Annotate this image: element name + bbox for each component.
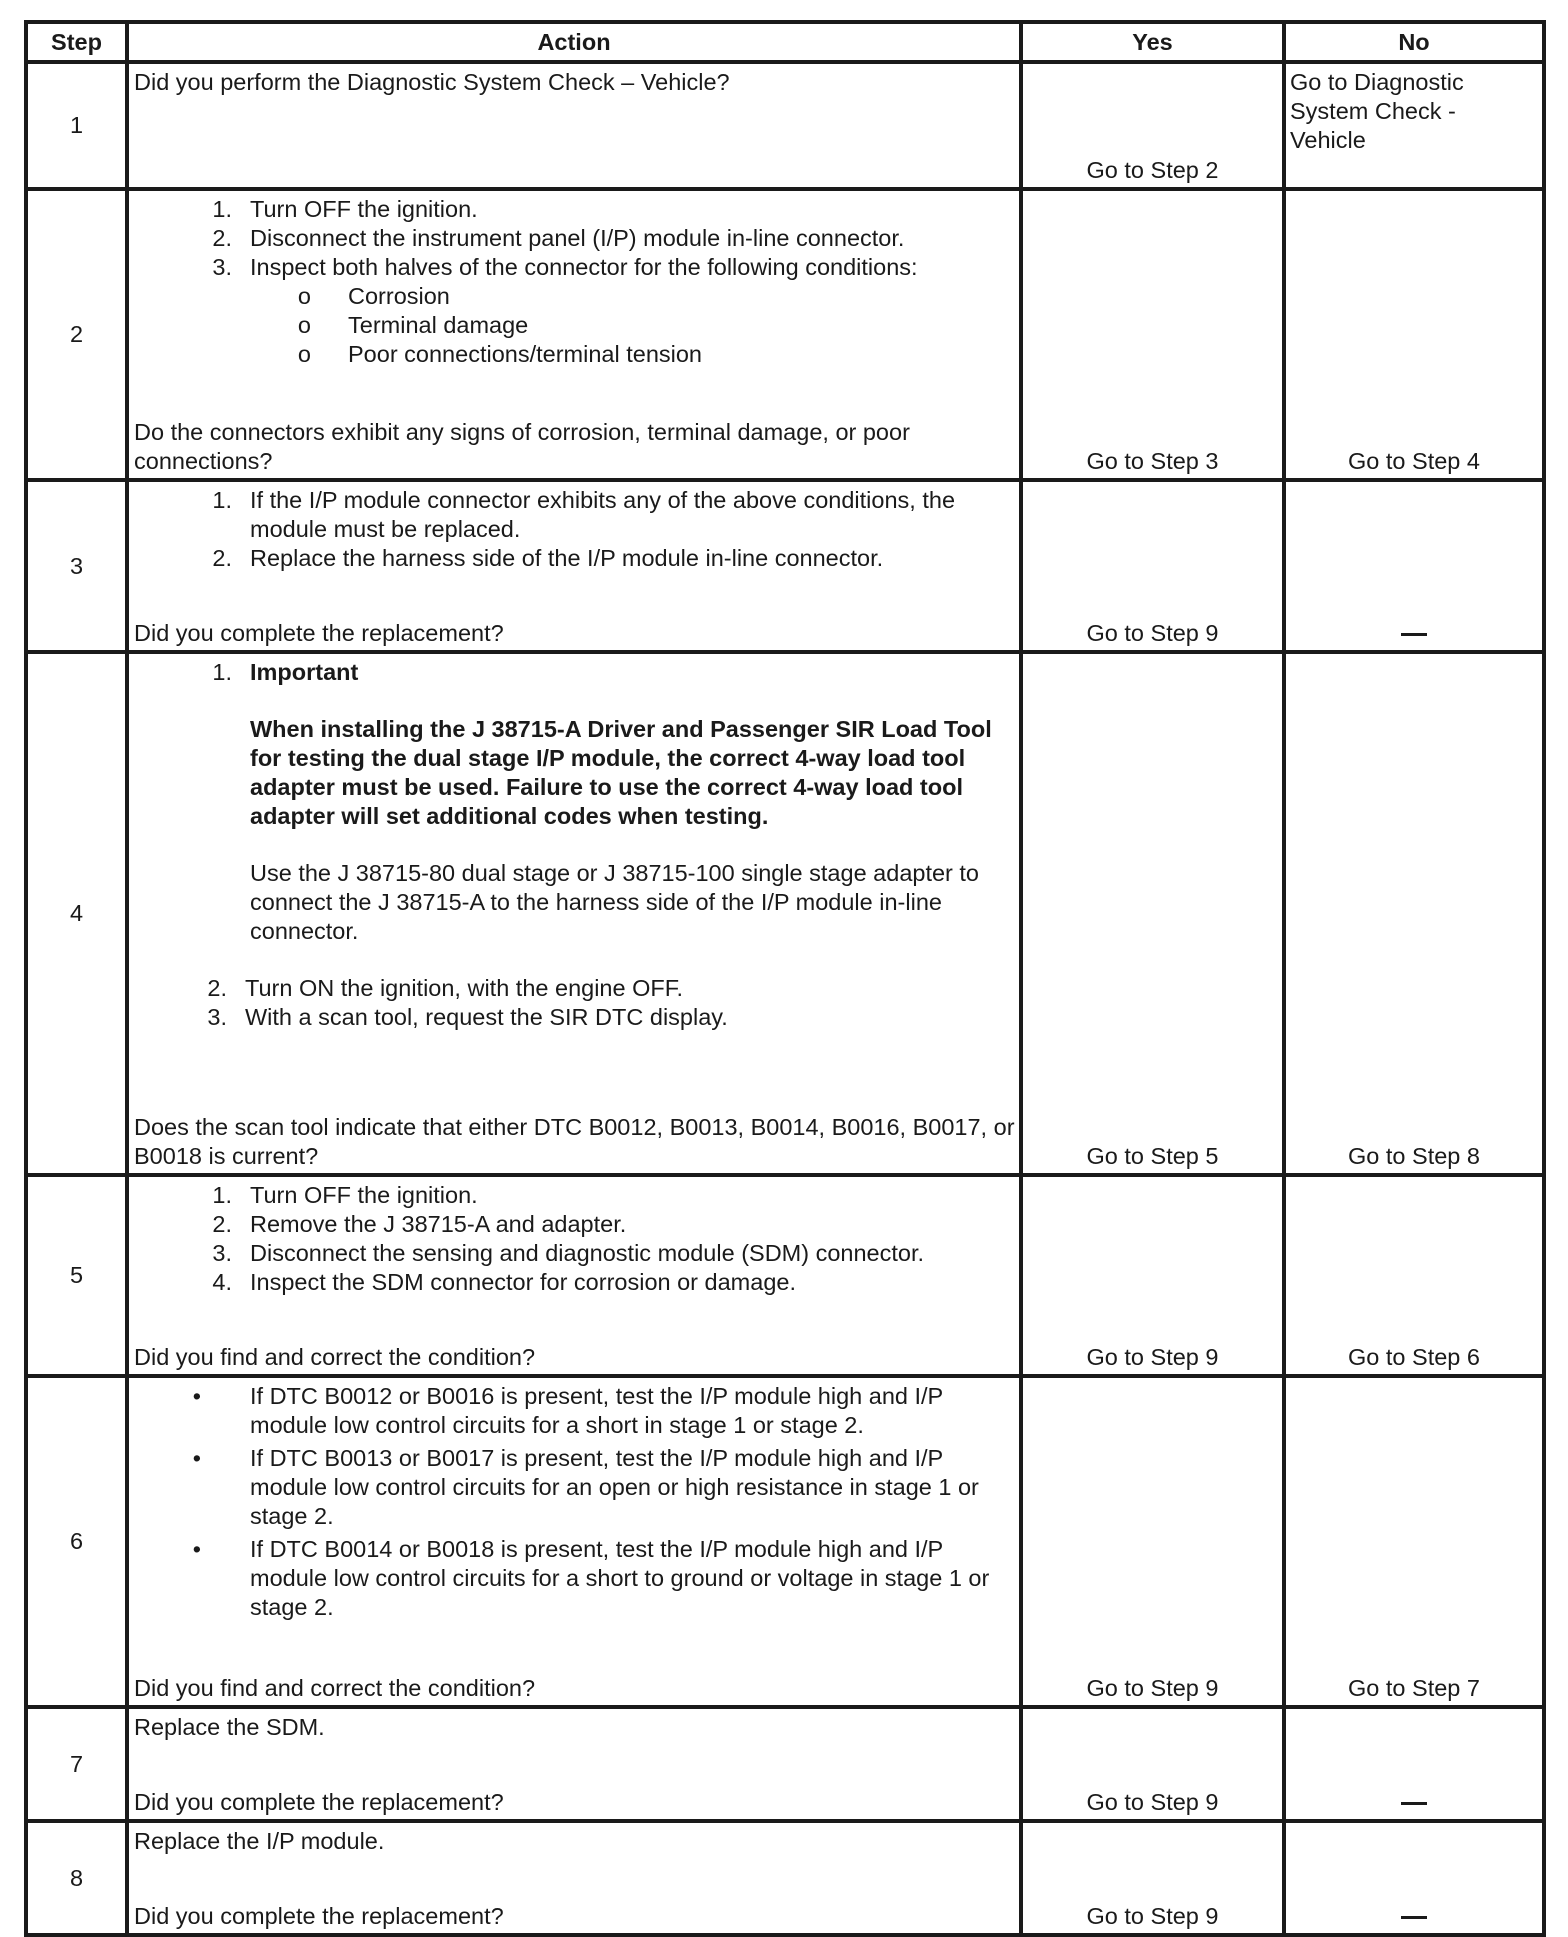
table-row [26, 62, 1544, 189]
table-row [26, 652, 1544, 1175]
action-cell [127, 62, 1021, 189]
yes-cell [1021, 1821, 1284, 1935]
yes-link[interactable]: Go to Step 2 [1086, 157, 1219, 183]
action-question: Did you complete the replacement? [134, 620, 504, 646]
sub-marker: o [297, 283, 311, 309]
table-row [26, 1821, 1544, 1935]
item-number: 3. [212, 254, 232, 280]
sub-marker: o [297, 341, 311, 367]
no-value [1290, 619, 1538, 648]
important-text: When installing the J 38715-A Driver and Passenger SIR Load Tool for testing the dual stage I/P module, the correct 4-way load tool adapter must be used. Failure to use the correct 4-way load tool adapter will set additional codes when testing. [250, 716, 992, 829]
no-link[interactable]: Go to Step 4 [1348, 448, 1480, 474]
action-question: Did you perform the Diagnostic System Check – Vehicle? [134, 69, 730, 95]
yes-cell [1021, 1376, 1284, 1707]
item-text: Disconnect the instrument panel (I/P) module in-line connector. [250, 225, 905, 251]
list-item [134, 1181, 1015, 1210]
action-cell [127, 1376, 1021, 1707]
list-item [134, 253, 1015, 282]
sub-item [134, 311, 1015, 340]
sub-item [134, 340, 1015, 369]
item-number: 4. [212, 1269, 232, 1295]
sub-marker: o [297, 312, 311, 338]
action-cell [127, 189, 1021, 480]
action-cell [127, 480, 1021, 652]
no-cell [1284, 1707, 1544, 1821]
table-row [26, 1707, 1544, 1821]
no-link[interactable]: Go to Step 7 [1348, 1675, 1480, 1701]
action-cell [127, 1821, 1021, 1935]
header-step: Step [26, 22, 127, 62]
item-number: 1. [212, 196, 232, 222]
item-number: 1. [212, 1182, 232, 1208]
item-number: 3. [207, 1004, 227, 1030]
item-text: Inspect both halves of the connector for the following conditions: [250, 254, 918, 280]
action-cell [127, 652, 1021, 1175]
yes-link[interactable]: Go to Step 9 [1086, 1675, 1219, 1701]
no-link[interactable]: Go to Step 6 [1348, 1344, 1480, 1370]
no-cell [1284, 189, 1544, 480]
list-item [134, 486, 1015, 544]
item-text: With a scan tool, request the SIR DTC display. [245, 1004, 728, 1030]
dash-mark [1401, 1916, 1427, 1919]
action-question: Did you complete the replacement? [134, 1903, 504, 1929]
table-row [26, 189, 1544, 480]
item-text: Turn OFF the ignition. [250, 1182, 478, 1208]
list-item [134, 1535, 1015, 1622]
item-number: 1. [212, 487, 232, 513]
yes-link[interactable]: Go to Step 9 [1086, 1344, 1219, 1370]
action-question: Does the scan tool indicate that either DTC B0012, B0013, B0014, B0016, B0017, or B0018 is current? [134, 1114, 1015, 1169]
header-yes: Yes [1021, 22, 1284, 62]
item-text: Turn ON the ignition, with the engine OFF. [245, 975, 684, 1001]
no-link[interactable]: Go to Step 8 [1348, 1143, 1480, 1169]
action-question: Did you find and correct the condition? [134, 1675, 536, 1701]
action-question: Did you complete the replacement? [134, 1789, 504, 1815]
no-cell [1284, 1821, 1544, 1935]
no-cell [1284, 1175, 1544, 1376]
yes-cell [1021, 62, 1284, 189]
bullet-marker: • [192, 1383, 201, 1409]
step-number: 2 [26, 189, 127, 480]
action-text: Replace the I/P module. [134, 1828, 385, 1854]
no-cell [1284, 1376, 1544, 1707]
list-item [134, 1444, 1015, 1531]
action-question: Did you find and correct the condition? [134, 1344, 536, 1370]
yes-link[interactable]: Go to Step 3 [1086, 448, 1219, 474]
item-text: If DTC B0013 or B0017 is present, test the I/P module high and I/P module low control circuits for an open or high resistance in stage 1 or stage 2. [250, 1445, 979, 1529]
list-item [134, 1268, 1015, 1297]
yes-cell [1021, 189, 1284, 480]
header-no: No [1284, 22, 1544, 62]
sub-item-text: Corrosion [348, 283, 450, 309]
no-value [1290, 1788, 1538, 1817]
list-item [134, 195, 1015, 224]
step-number: 4 [26, 652, 127, 1175]
sub-item-text: Terminal damage [348, 312, 529, 338]
diagnostic-table [24, 20, 1546, 1937]
step-number: 1 [26, 62, 127, 189]
yes-link[interactable]: Go to Step 9 [1086, 1789, 1219, 1815]
list-item [134, 544, 1015, 573]
item-number: 2. [212, 225, 232, 251]
step-number: 8 [26, 1821, 127, 1935]
no-cell [1284, 480, 1544, 652]
sub-item-text: Poor connections/terminal tension [348, 341, 703, 367]
table-row [26, 480, 1544, 652]
dash-mark [1401, 1802, 1427, 1805]
no-cell [1284, 62, 1544, 189]
bullet-marker: • [192, 1536, 201, 1562]
item-text: If DTC B0014 or B0018 is present, test the I/P module high and I/P module low control circuits for a short to ground or voltage in stage 1 or stage 2. [250, 1536, 990, 1620]
list-item [134, 224, 1015, 253]
action-cell [127, 1175, 1021, 1376]
yes-cell [1021, 1707, 1284, 1821]
item-text: Replace the harness side of the I/P module in-line connector. [250, 545, 884, 571]
no-link[interactable]: Go to Diagnostic System Check - Vehicle [1290, 69, 1464, 153]
step-number: 6 [26, 1376, 127, 1707]
yes-cell [1021, 652, 1284, 1175]
important-label: Important [250, 659, 359, 685]
list-item [134, 1210, 1015, 1239]
yes-link[interactable]: Go to Step 9 [1086, 620, 1219, 646]
item-number: 1. [212, 659, 232, 685]
step-number: 3 [26, 480, 127, 652]
list-item [134, 974, 1015, 1003]
table-row [26, 1175, 1544, 1376]
item-text: Turn OFF the ignition. [250, 196, 478, 222]
action-cell [127, 1707, 1021, 1821]
header-action: Action [127, 22, 1021, 62]
header-row [26, 22, 1544, 62]
item-text: Disconnect the sensing and diagnostic module (SDM) connector. [250, 1240, 925, 1266]
yes-link[interactable]: Go to Step 9 [1086, 1903, 1219, 1929]
table-row [26, 1376, 1544, 1707]
use-text: Use the J 38715-80 dual stage or J 38715-100 single stage adapter to connect the J 38715-A to the harness side of the I/P module in-line connector. [250, 860, 980, 944]
list-item [134, 1239, 1015, 1268]
yes-cell [1021, 1175, 1284, 1376]
yes-link[interactable]: Go to Step 5 [1086, 1143, 1219, 1169]
dash-mark [1401, 633, 1427, 636]
no-cell [1284, 652, 1544, 1175]
item-number: 3. [212, 1240, 232, 1266]
sub-item [134, 282, 1015, 311]
item-text: Inspect the SDM connector for corrosion or damage. [250, 1269, 796, 1295]
item-number: 2. [207, 975, 227, 1001]
no-value [1290, 1902, 1538, 1931]
item-number: 2. [212, 545, 232, 571]
list-item [134, 1382, 1015, 1440]
bullet-marker: • [192, 1445, 201, 1471]
action-question: Do the connectors exhibit any signs of corrosion, terminal damage, or poor connections? [134, 419, 910, 474]
action-text: Replace the SDM. [134, 1714, 325, 1740]
item-text: If the I/P module connector exhibits any of the above conditions, the module must be replaced. [250, 487, 956, 542]
item-text: Remove the J 38715-A and adapter. [250, 1211, 627, 1237]
item-number: 2. [212, 1211, 232, 1237]
step-number: 5 [26, 1175, 127, 1376]
item-text: If DTC B0012 or B0016 is present, test the I/P module high and I/P module low control circuits for a short in stage 1 or stage 2. [250, 1383, 943, 1438]
list-item [134, 658, 1015, 687]
step-number: 7 [26, 1707, 127, 1821]
yes-cell [1021, 480, 1284, 652]
list-item [134, 1003, 1015, 1032]
